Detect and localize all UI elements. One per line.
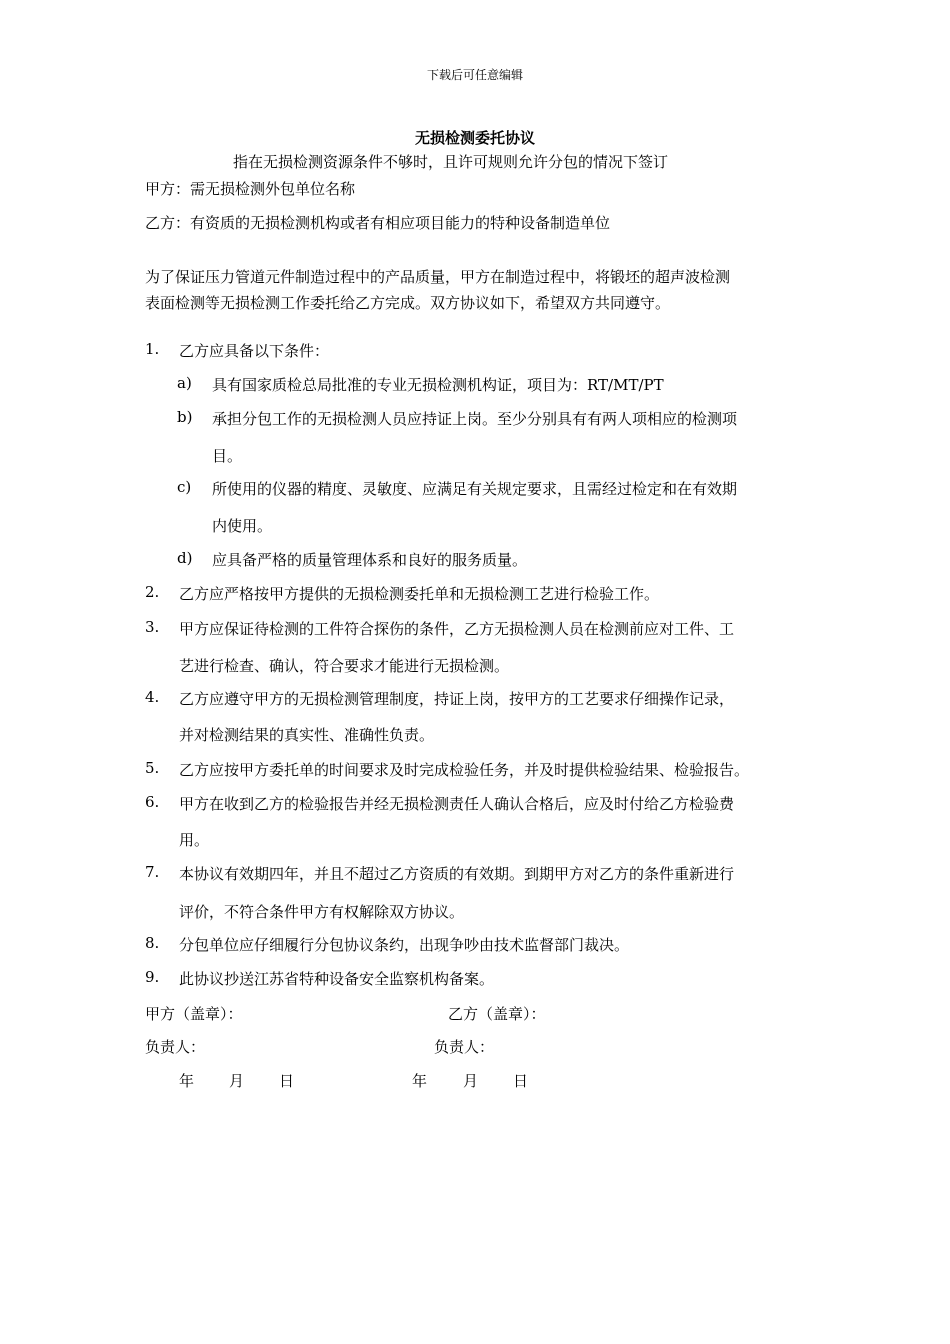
- item-text-continued: 评价，不符合条件甲方有权解除双方协议。: [179, 903, 465, 921]
- sub-item-text: 具有国家质检总局批准的专业无损检测机构证，项目为：RT/MT/PT: [212, 376, 664, 394]
- item-text: 乙方应具备以下条件：: [179, 342, 330, 360]
- item-text: 乙方应按甲方委托单的时间要求及时完成检验任务，并及时提供检验结果、检验报告。: [179, 761, 750, 779]
- party-a-seal-label: 甲方（盖章）：: [145, 1005, 243, 1023]
- sub-item-text-continued: 内使用。: [212, 517, 273, 535]
- date-day-a: 日: [279, 1072, 295, 1090]
- sub-item-label: a): [177, 374, 192, 392]
- party-a-line: 甲方：需无损检测外包单位名称: [145, 180, 356, 198]
- item-number: 2.: [145, 583, 160, 601]
- item-number: 8.: [145, 934, 160, 952]
- item-number: 9.: [145, 968, 160, 986]
- sub-item-label: b): [177, 408, 193, 426]
- date-year-a: 年: [179, 1072, 195, 1090]
- intro-line-1: 为了保证压力管道元件制造过程中的产品质量，甲方在制造过程中，将锻坯的超声波检测: [145, 268, 731, 286]
- item-text: 甲方应保证待检测的工件符合探伤的条件，乙方无损检测人员在检测前应对工件、工: [179, 620, 735, 638]
- date-year-b: 年: [412, 1072, 428, 1090]
- header-note: 下载后可任意编辑: [426, 68, 523, 82]
- item-text: 本协议有效期四年，并且不超过乙方资质的有效期。到期甲方对乙方的条件重新进行: [179, 865, 735, 883]
- item-text-continued: 并对检测结果的真实性、准确性负责。: [179, 726, 435, 744]
- sub-item-text: 应具备严格的质量管理体系和良好的服务质量。: [212, 551, 528, 569]
- item-number: 7.: [145, 863, 160, 881]
- sub-item-text: 所使用的仪器的精度、灵敏度、应满足有关规定要求，且需经过检定和在有效期: [212, 480, 738, 498]
- date-month-a: 月: [229, 1072, 245, 1090]
- item-number: 4.: [145, 688, 160, 706]
- item-text: 此协议抄送江苏省特种设备安全监察机构备案。: [179, 970, 495, 988]
- item-text-continued: 艺进行检查、确认，符合要求才能进行无损检测。: [179, 657, 510, 675]
- document-subtitle: 指在无损检测资源条件不够时，且许可规则允许分包的情况下签订: [233, 153, 669, 171]
- item-number: 6.: [145, 793, 160, 811]
- sub-item-text-continued: 目。: [212, 447, 243, 465]
- item-text: 分包单位应仔细履行分包协议条约，出现争吵由技术监督部门裁决。: [179, 936, 630, 954]
- item-number: 1.: [145, 340, 160, 358]
- date-month-b: 月: [463, 1072, 479, 1090]
- item-number: 3.: [145, 618, 160, 636]
- item-text: 乙方应遵守甲方的无损检测管理制度，持证上岗，按甲方的工艺要求仔细操作记录，: [179, 690, 735, 708]
- document-title: 无损检测委托协议: [414, 129, 535, 147]
- party-b-seal-label: 乙方（盖章）：: [448, 1005, 546, 1023]
- sub-item-text: 承担分包工作的无损检测人员应持证上岗。至少分别具有有两人项相应的检测项: [212, 410, 738, 428]
- date-day-b: 日: [513, 1072, 529, 1090]
- sub-item-label: c): [177, 478, 192, 496]
- intro-line-2: 表面检测等无损检测工作委托给乙方完成。双方协议如下，希望双方共同遵守。: [145, 294, 671, 312]
- item-text: 乙方应严格按甲方提供的无损检测委托单和无损检测工艺进行检验工作。: [179, 585, 660, 603]
- sub-item-label: d): [177, 549, 193, 567]
- item-text-continued: 用。: [179, 831, 210, 849]
- party-b-line: 乙方：有资质的无损检测机构或者有相应项目能力的特种设备制造单位: [145, 214, 611, 232]
- item-text: 甲方在收到乙方的检验报告并经无损检测责任人确认合格后，应及时付给乙方检验费: [179, 795, 735, 813]
- party-b-responsible-label: 负责人：: [434, 1038, 495, 1056]
- party-a-responsible-label: 负责人：: [145, 1038, 206, 1056]
- item-number: 5.: [145, 759, 160, 777]
